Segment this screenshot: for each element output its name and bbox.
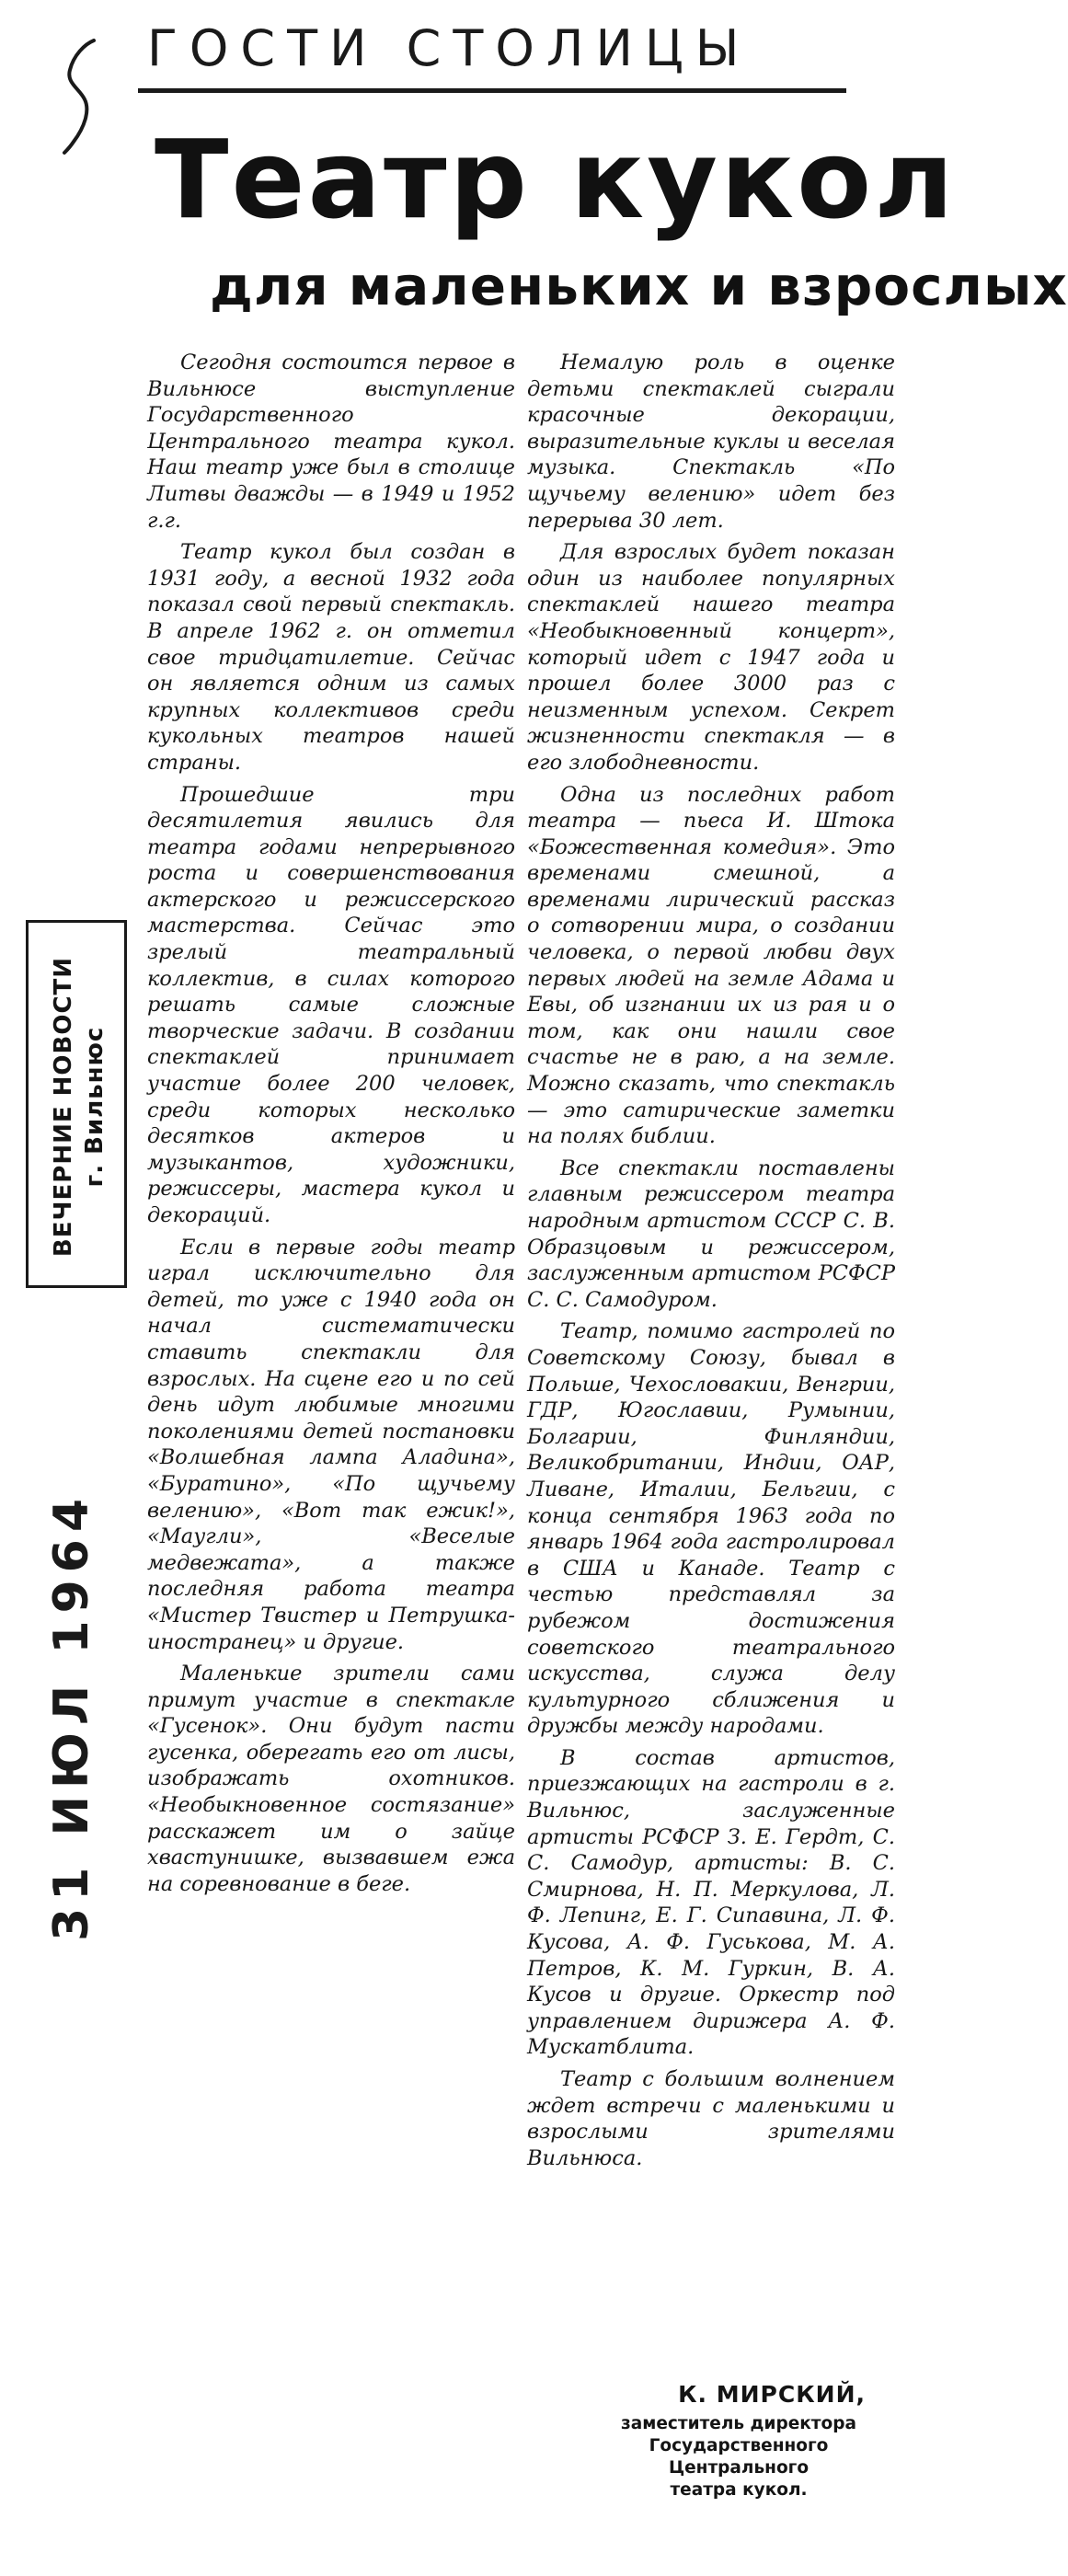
paragraph: Если в первые годы театр играл исключительно для детей, то уже с 1940 года он начал систематически ставить спектакли для взрослых. На сцене его и по сей день идут любимые многими поколениями детей постановки «Волшебная лампа Аладина», «Буратино», «По щучьему велению», «Вот так ежик!», «Маугли», «Веселые медвежата», а также последняя работа театра «Мистер Твистер и Петрушка-иностранец» и другие.: [147, 1235, 515, 1654]
article-headline: Театр кукол: [155, 116, 957, 243]
paragraph: Для взрослых будет показан один из наиболее популярных спектаклей нашего театра «Необыкновенный концерт», который идет с 1947 года и прошел более 3000 раз с неизменным успехом. Секрет жизненности спектакля — в его злободневности.: [527, 540, 895, 775]
newspaper-name: ВЕЧЕРНИЕ НОВОСТИ: [50, 956, 77, 1258]
rubric-underline: [138, 88, 846, 93]
paragraph: Прошедшие три десятилетия явились для театра годами непрерывного роста и совершенствования актерского и режиссерского мастерства. Сейчас это зрелый театральный коллектив, в силах которого решать самые сложные творческие задачи. В создании спектаклей принимает участие более 200 человек, среди которых несколько десятков актеров и музыкантов, художники, режиссеры, мастера кукол и декораций.: [147, 782, 515, 1227]
handwritten-mark: [57, 35, 101, 155]
paragraph: Театр, помимо гастролей по Советскому Союзу, бывал в Польше, Чехословакии, Венгрии, ГДР, Югославии, Румынии, Болгарии, Финляндии, Великобритании, Индии, ОАР, Ливане, Италии, Бельгии, с конца сентября 1963 года по январь 1964 года гастролировал в США и Канаде. Театр с честью представлял за рубежом достижения советского театрального искусства, служа делу культурного сближения и дружбы между народами.: [527, 1319, 895, 1739]
author-title-line: Центрального: [668, 2458, 810, 2478]
author-title: [527, 2413, 895, 2501]
section-rubric: ГОСТИ СТОЛИЦЫ: [147, 19, 752, 77]
author-title-line: заместитель директора: [621, 2414, 856, 2433]
article-subheadline: для маленьких и взрослых: [210, 255, 1068, 317]
paragraph: Одна из последних работ театра — пьеса И. Штока «Божественная комедия». Это временами смешной, а временами лирический рассказ о сотворении мира, о создании человека, о первой любви двух первых людей на земле Адама и Евы, об изгнании их из рая и о том, как они нашли свое счастье не в раю, а на земле. Можно сказать, что спектакль — это сатирические заметки на полях библии.: [527, 782, 895, 1149]
newspaper-name-stamp-text: [48, 927, 110, 1286]
newspaper-city: г. Вильнюс: [81, 1026, 109, 1188]
paragraph: Театр кукол был создан в 1931 году, а весной 1932 года показал свой первый спектакль. В апреле 1962 г. он отметил свое тридцатилетие. Сейчас он является одним из самых крупных коллективов среди кукольных театров нашей страны.: [147, 540, 515, 775]
paragraph: Театр с большим волнением ждет встречи с маленькими и взрослыми зрителями Вильнюса.: [527, 2067, 895, 2170]
paragraph: Немалую роль в оценке детьми спектаклей сыграли красочные декорации, выразительные куклы и веселая музыка. Спектакль «По щучьему велению» идет без перерыва 30 лет.: [527, 351, 895, 533]
paragraph: В состав артистов, приезжающих на гастроли в г. Вильнюс, заслуженные артисты РСФСР З. Е. Гердт, С. С. Самодур, артисты: В. С. Смирнова, Н. П. Меркулова, Л. Ф. Лепинг, Е. Г. Сипавина, Л. Ф. Кусова, А. Ф. Гуськова, М. А. Петров, К. М. Гуркин, В. А. Кусов и другие. Оркестр под управлением дирижера А. Ф. Мускатблита.: [527, 1745, 895, 2060]
author-title-line: Государственного: [649, 2436, 829, 2455]
author-name: К. МИРСКИЙ,: [678, 2381, 866, 2408]
paragraph: Маленькие зрители сами примут участие в спектакле «Гусенок». Они будут пасти гусенка, оберегать его от лисы, изображать охотников. «Необыкновенное состязание» расскажет им о зайце хвастунишке, вызвавшем ежа на соревнование в беге.: [147, 1662, 515, 1896]
author-title-line: театра кукол.: [670, 2480, 808, 2500]
date-stamp: 31 ИЮЛ 1964: [44, 1490, 99, 1941]
article-column-left: [147, 350, 515, 1903]
paragraph: Сегодня состоится первое в Вильнюсе выступление Государственного Центрального театра кукол. Наш театр уже был в столице Литвы дважды — в 1949 и 1952 г.г.: [147, 351, 515, 533]
newspaper-name-stamp: [26, 920, 127, 1288]
paragraph: Все спектакли поставлены главным режиссером театра народным артистом СССР С. В. Образцовым и режиссером, заслуженным артистом РСФСР С. С. Самодуром.: [527, 1156, 895, 1312]
article-column-right: [527, 350, 895, 2177]
author-signature: [527, 2381, 895, 2501]
